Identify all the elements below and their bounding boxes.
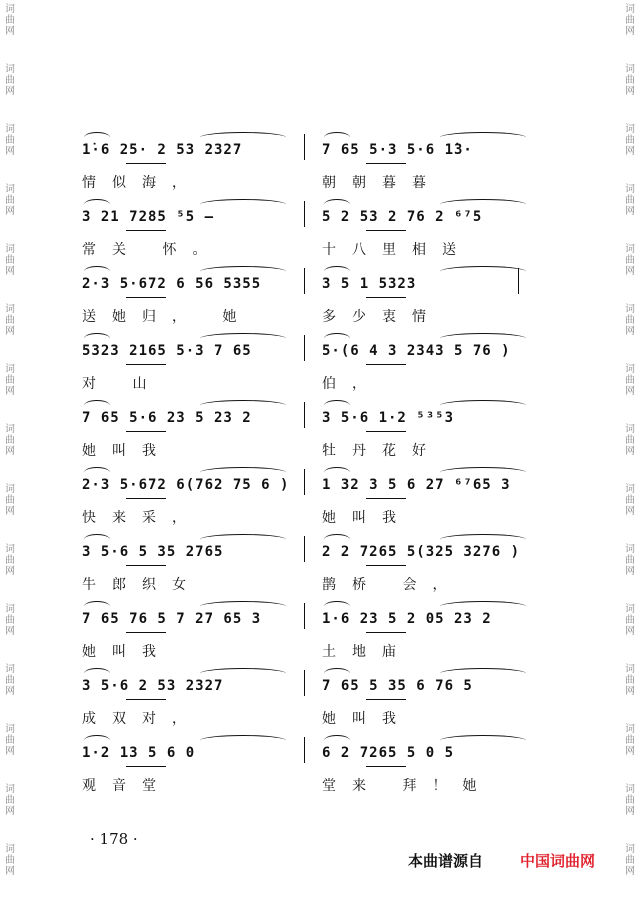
watermark-char: 网 xyxy=(5,866,15,877)
left-lyrics: 成双对， xyxy=(82,711,202,727)
watermark-char: 词 xyxy=(625,4,635,15)
slur-mark xyxy=(324,132,350,143)
right-notes: 1·6 23 5 2 05 23 2 xyxy=(322,611,492,627)
margin-watermark xyxy=(623,364,637,397)
slur-mark xyxy=(324,467,350,478)
left-notes: 1̇·6 25· 2 53 2327 xyxy=(82,142,243,158)
slur-mark xyxy=(200,333,286,344)
watermark-char: 词 xyxy=(5,664,15,675)
beam-underline xyxy=(126,565,166,568)
source-label: 本曲谱源自 xyxy=(408,852,484,870)
watermark-char: 网 xyxy=(625,806,635,817)
margin-watermark xyxy=(3,784,17,817)
left-measure xyxy=(82,733,292,813)
left-lyrics: 对 山 xyxy=(82,376,163,392)
watermark-char: 曲 xyxy=(5,315,15,326)
watermark-char: 曲 xyxy=(5,675,15,686)
slur-mark xyxy=(440,266,526,277)
slur-mark xyxy=(200,266,286,277)
margin-watermark xyxy=(3,364,17,397)
bar-line xyxy=(304,134,305,160)
watermark-char: 网 xyxy=(5,506,15,517)
slur-mark xyxy=(324,400,350,411)
watermark-char: 曲 xyxy=(5,555,15,566)
watermark-char: 网 xyxy=(5,26,15,37)
watermark-char: 词 xyxy=(625,724,635,735)
watermark-char: 网 xyxy=(625,26,635,37)
slur-mark xyxy=(440,333,526,344)
right-notes: 7 65 5 35 6 76 5 xyxy=(322,678,473,694)
left-lyrics: 她叫我 xyxy=(82,443,172,459)
watermark-char: 词 xyxy=(625,604,635,615)
beam-underline xyxy=(366,766,406,769)
right-lyrics: 土地庙 xyxy=(322,644,412,660)
watermark-char: 词 xyxy=(625,424,635,435)
watermark-char: 词 xyxy=(5,244,15,255)
slur-mark xyxy=(84,266,110,277)
margin-watermark xyxy=(623,844,637,877)
left-notes: 3 5·6 5 35 2765 xyxy=(82,544,224,560)
slur-mark xyxy=(324,601,350,612)
left-notes: 2·3 5·672 6(762 75 6 ) xyxy=(82,477,290,493)
watermark-char: 词 xyxy=(5,4,15,15)
beam-underline xyxy=(366,632,406,635)
beam-underline xyxy=(126,230,166,233)
margin-watermark xyxy=(3,724,17,757)
beam-underline xyxy=(126,766,166,769)
slur-mark xyxy=(84,735,110,746)
watermark-char: 网 xyxy=(5,626,15,637)
watermark-char: 曲 xyxy=(625,615,635,626)
slur-mark xyxy=(84,132,110,143)
slur-mark xyxy=(84,333,110,344)
watermark-char: 网 xyxy=(5,566,15,577)
watermark-char: 网 xyxy=(625,146,635,157)
watermark-char: 曲 xyxy=(5,15,15,26)
slur-mark xyxy=(200,199,286,210)
watermark-char: 曲 xyxy=(5,435,15,446)
margin-watermark xyxy=(623,544,637,577)
watermark-char: 曲 xyxy=(5,75,15,86)
watermark-char: 词 xyxy=(625,544,635,555)
watermark-char: 曲 xyxy=(5,255,15,266)
beam-underline xyxy=(366,565,406,568)
margin-watermark xyxy=(623,784,637,817)
watermark-char: 曲 xyxy=(5,795,15,806)
watermark-char: 词 xyxy=(625,304,635,315)
left-notes: 3 5·6 2 53 2327 xyxy=(82,678,224,694)
margin-watermark xyxy=(3,604,17,637)
watermark-char: 网 xyxy=(625,86,635,97)
watermark-char: 词 xyxy=(5,364,15,375)
watermark-char: 曲 xyxy=(625,435,635,446)
watermark-char: 曲 xyxy=(625,195,635,206)
watermark-char: 词 xyxy=(625,664,635,675)
watermark-char: 曲 xyxy=(625,555,635,566)
slur-mark xyxy=(324,266,350,277)
watermark-char: 词 xyxy=(5,424,15,435)
watermark-char: 曲 xyxy=(625,255,635,266)
margin-watermark xyxy=(623,304,637,337)
watermark-char: 曲 xyxy=(5,375,15,386)
bar-line xyxy=(304,536,305,562)
watermark-char: 词 xyxy=(625,844,635,855)
watermark-char: 曲 xyxy=(625,735,635,746)
beam-underline xyxy=(126,297,166,300)
watermark-char: 词 xyxy=(5,484,15,495)
left-notes: 2·3 5·672 6 56 5355 xyxy=(82,276,262,292)
source-site-link[interactable]: 中国词曲网 xyxy=(520,852,596,870)
slur-mark xyxy=(200,400,286,411)
beam-underline xyxy=(366,230,406,233)
beam-underline xyxy=(126,431,166,434)
left-lyrics: 观音堂 xyxy=(82,778,172,794)
left-notes: 3 21 7285 ⁵5 — xyxy=(82,209,215,225)
right-lyrics: 十八里相送 xyxy=(322,242,472,258)
right-notes: 3 5·6 1·2 ⁵³⁵3 xyxy=(322,410,455,426)
watermark-char: 曲 xyxy=(625,75,635,86)
slur-mark xyxy=(324,333,350,344)
slur-mark xyxy=(440,400,526,411)
watermark-char: 网 xyxy=(625,566,635,577)
margin-watermark xyxy=(3,664,17,697)
margin-watermark xyxy=(623,124,637,157)
watermark-char: 曲 xyxy=(5,195,15,206)
beam-underline xyxy=(366,297,406,300)
watermark-char: 网 xyxy=(5,326,15,337)
slur-mark xyxy=(324,199,350,210)
left-notes: 7 65 5·6 23 5 23 2 xyxy=(82,410,252,426)
watermark-char: 网 xyxy=(5,386,15,397)
watermark-char: 曲 xyxy=(625,135,635,146)
slur-mark xyxy=(84,534,110,545)
margin-watermark xyxy=(3,244,17,277)
bar-line xyxy=(304,402,305,428)
slur-mark xyxy=(324,735,350,746)
right-notes: 3 5 1 5323 xyxy=(322,276,417,292)
watermark-char: 曲 xyxy=(5,615,15,626)
slur-mark xyxy=(440,132,526,143)
slur-mark xyxy=(440,735,526,746)
right-notes: 2 2 7265 5(325 3276 ) xyxy=(322,544,521,560)
beam-underline xyxy=(366,364,406,367)
right-lyrics: 牡丹花好 xyxy=(322,443,442,459)
watermark-char: 曲 xyxy=(625,375,635,386)
beam-underline xyxy=(366,431,406,434)
watermark-char: 网 xyxy=(625,626,635,637)
watermark-char: 曲 xyxy=(625,495,635,506)
watermark-char: 词 xyxy=(5,64,15,75)
margin-watermark xyxy=(3,424,17,457)
right-lyrics: 多少衷情 xyxy=(322,309,442,325)
watermark-char: 词 xyxy=(625,244,635,255)
watermark-char: 词 xyxy=(625,784,635,795)
beam-underline xyxy=(366,498,406,501)
beam-underline xyxy=(126,699,166,702)
watermark-char: 网 xyxy=(625,386,635,397)
watermark-char: 曲 xyxy=(625,855,635,866)
beam-underline xyxy=(366,699,406,702)
watermark-char: 网 xyxy=(5,206,15,217)
left-watermark-margin xyxy=(0,0,18,900)
watermark-char: 词 xyxy=(5,604,15,615)
slur-mark xyxy=(200,132,286,143)
margin-watermark xyxy=(623,4,637,37)
right-notes: 5·(6 4 3 2343 5 76 ) xyxy=(322,343,511,359)
slur-mark xyxy=(200,601,286,612)
watermark-char: 网 xyxy=(5,86,15,97)
staff-row xyxy=(78,733,540,813)
left-lyrics: 她叫我 xyxy=(82,644,172,660)
watermark-char: 网 xyxy=(625,686,635,697)
left-lyrics: 情似海， xyxy=(82,175,202,191)
watermark-char: 词 xyxy=(625,484,635,495)
margin-watermark xyxy=(623,244,637,277)
slur-mark xyxy=(440,467,526,478)
page-number: · 178 · xyxy=(90,830,138,848)
margin-watermark xyxy=(623,424,637,457)
slur-mark xyxy=(200,534,286,545)
bar-line xyxy=(304,670,305,696)
slur-mark xyxy=(324,668,350,679)
right-notes: 6 2 7265 5 0 5 xyxy=(322,745,455,761)
margin-watermark xyxy=(3,124,17,157)
watermark-char: 网 xyxy=(625,506,635,517)
watermark-char: 网 xyxy=(5,686,15,697)
watermark-char: 网 xyxy=(625,266,635,277)
watermark-char: 网 xyxy=(625,326,635,337)
margin-watermark xyxy=(623,724,637,757)
watermark-char: 词 xyxy=(625,124,635,135)
margin-watermark xyxy=(623,184,637,217)
slur-mark xyxy=(84,199,110,210)
watermark-char: 曲 xyxy=(625,675,635,686)
slur-mark xyxy=(440,601,526,612)
right-lyrics: 鹊桥 会， xyxy=(322,577,463,593)
watermark-char: 曲 xyxy=(625,315,635,326)
slur-mark xyxy=(324,534,350,545)
margin-watermark xyxy=(623,484,637,517)
watermark-char: 词 xyxy=(5,784,15,795)
slur-mark xyxy=(200,467,286,478)
watermark-char: 曲 xyxy=(5,855,15,866)
watermark-char: 网 xyxy=(5,266,15,277)
slur-mark xyxy=(200,735,286,746)
watermark-char: 词 xyxy=(625,364,635,375)
right-lyrics: 她叫我 xyxy=(322,510,412,526)
right-lyrics: 她叫我 xyxy=(322,711,412,727)
watermark-char: 网 xyxy=(625,206,635,217)
beam-underline xyxy=(126,498,166,501)
left-lyrics: 快来采， xyxy=(82,510,202,526)
bar-line xyxy=(304,335,305,361)
watermark-char: 词 xyxy=(5,304,15,315)
right-lyrics: 朝朝暮暮 xyxy=(322,175,442,191)
watermark-char: 网 xyxy=(5,446,15,457)
slur-mark xyxy=(84,400,110,411)
left-lyrics: 牛郎织女 xyxy=(82,577,202,593)
watermark-char: 词 xyxy=(5,184,15,195)
left-lyrics: 常关 怀。 xyxy=(82,242,223,258)
watermark-char: 词 xyxy=(625,184,635,195)
margin-watermark xyxy=(623,604,637,637)
right-notes: 1 32 3 5 6 27 ⁶⁷65 3 xyxy=(322,477,511,493)
slur-mark xyxy=(440,199,526,210)
beam-underline xyxy=(126,163,166,166)
watermark-char: 曲 xyxy=(625,795,635,806)
beam-underline xyxy=(126,632,166,635)
watermark-char: 网 xyxy=(625,866,635,877)
beam-underline xyxy=(126,364,166,367)
margin-watermark xyxy=(3,184,17,217)
margin-watermark xyxy=(3,844,17,877)
bar-line xyxy=(304,603,305,629)
left-lyrics: 送她归， 她 xyxy=(82,309,253,325)
watermark-char: 网 xyxy=(5,146,15,157)
slur-mark xyxy=(84,467,110,478)
right-measure xyxy=(322,733,532,813)
left-notes: 7 65 76 5 7 27 65 3 xyxy=(82,611,262,627)
watermark-char: 曲 xyxy=(625,15,635,26)
bar-line xyxy=(304,737,305,763)
watermark-char: 网 xyxy=(5,806,15,817)
slur-mark xyxy=(200,668,286,679)
watermark-char: 词 xyxy=(5,844,15,855)
watermark-char: 词 xyxy=(625,64,635,75)
bar-line-end xyxy=(518,268,519,294)
watermark-char: 词 xyxy=(5,544,15,555)
bar-line xyxy=(304,268,305,294)
right-notes: 5 2 53 2 76 2 ⁶⁷5 xyxy=(322,209,483,225)
left-notes: 1·2 13 5 6 0 xyxy=(82,745,196,761)
margin-watermark xyxy=(3,4,17,37)
right-lyrics: 伯， xyxy=(322,376,382,392)
watermark-char: 曲 xyxy=(5,135,15,146)
watermark-char: 曲 xyxy=(5,495,15,506)
margin-watermark xyxy=(623,64,637,97)
watermark-char: 词 xyxy=(5,124,15,135)
slur-mark xyxy=(84,601,110,612)
bar-line xyxy=(304,469,305,495)
beam-underline xyxy=(366,163,406,166)
watermark-char: 词 xyxy=(5,724,15,735)
left-notes: 5323 2165 5·3 7 65 xyxy=(82,343,252,359)
right-lyrics: 堂来 拜！她 xyxy=(322,778,493,794)
watermark-char: 曲 xyxy=(5,735,15,746)
slur-mark xyxy=(84,668,110,679)
slur-mark xyxy=(440,534,526,545)
right-notes: 7 65 5·3 5·6 1̇3· xyxy=(322,142,473,158)
watermark-char: 网 xyxy=(625,446,635,457)
margin-watermark xyxy=(3,544,17,577)
margin-watermark xyxy=(3,304,17,337)
margin-watermark xyxy=(623,664,637,697)
slur-mark xyxy=(440,668,526,679)
right-watermark-margin xyxy=(622,0,640,900)
bar-line xyxy=(304,201,305,227)
watermark-char: 网 xyxy=(625,746,635,757)
margin-watermark xyxy=(3,484,17,517)
margin-watermark xyxy=(3,64,17,97)
watermark-char: 网 xyxy=(5,746,15,757)
